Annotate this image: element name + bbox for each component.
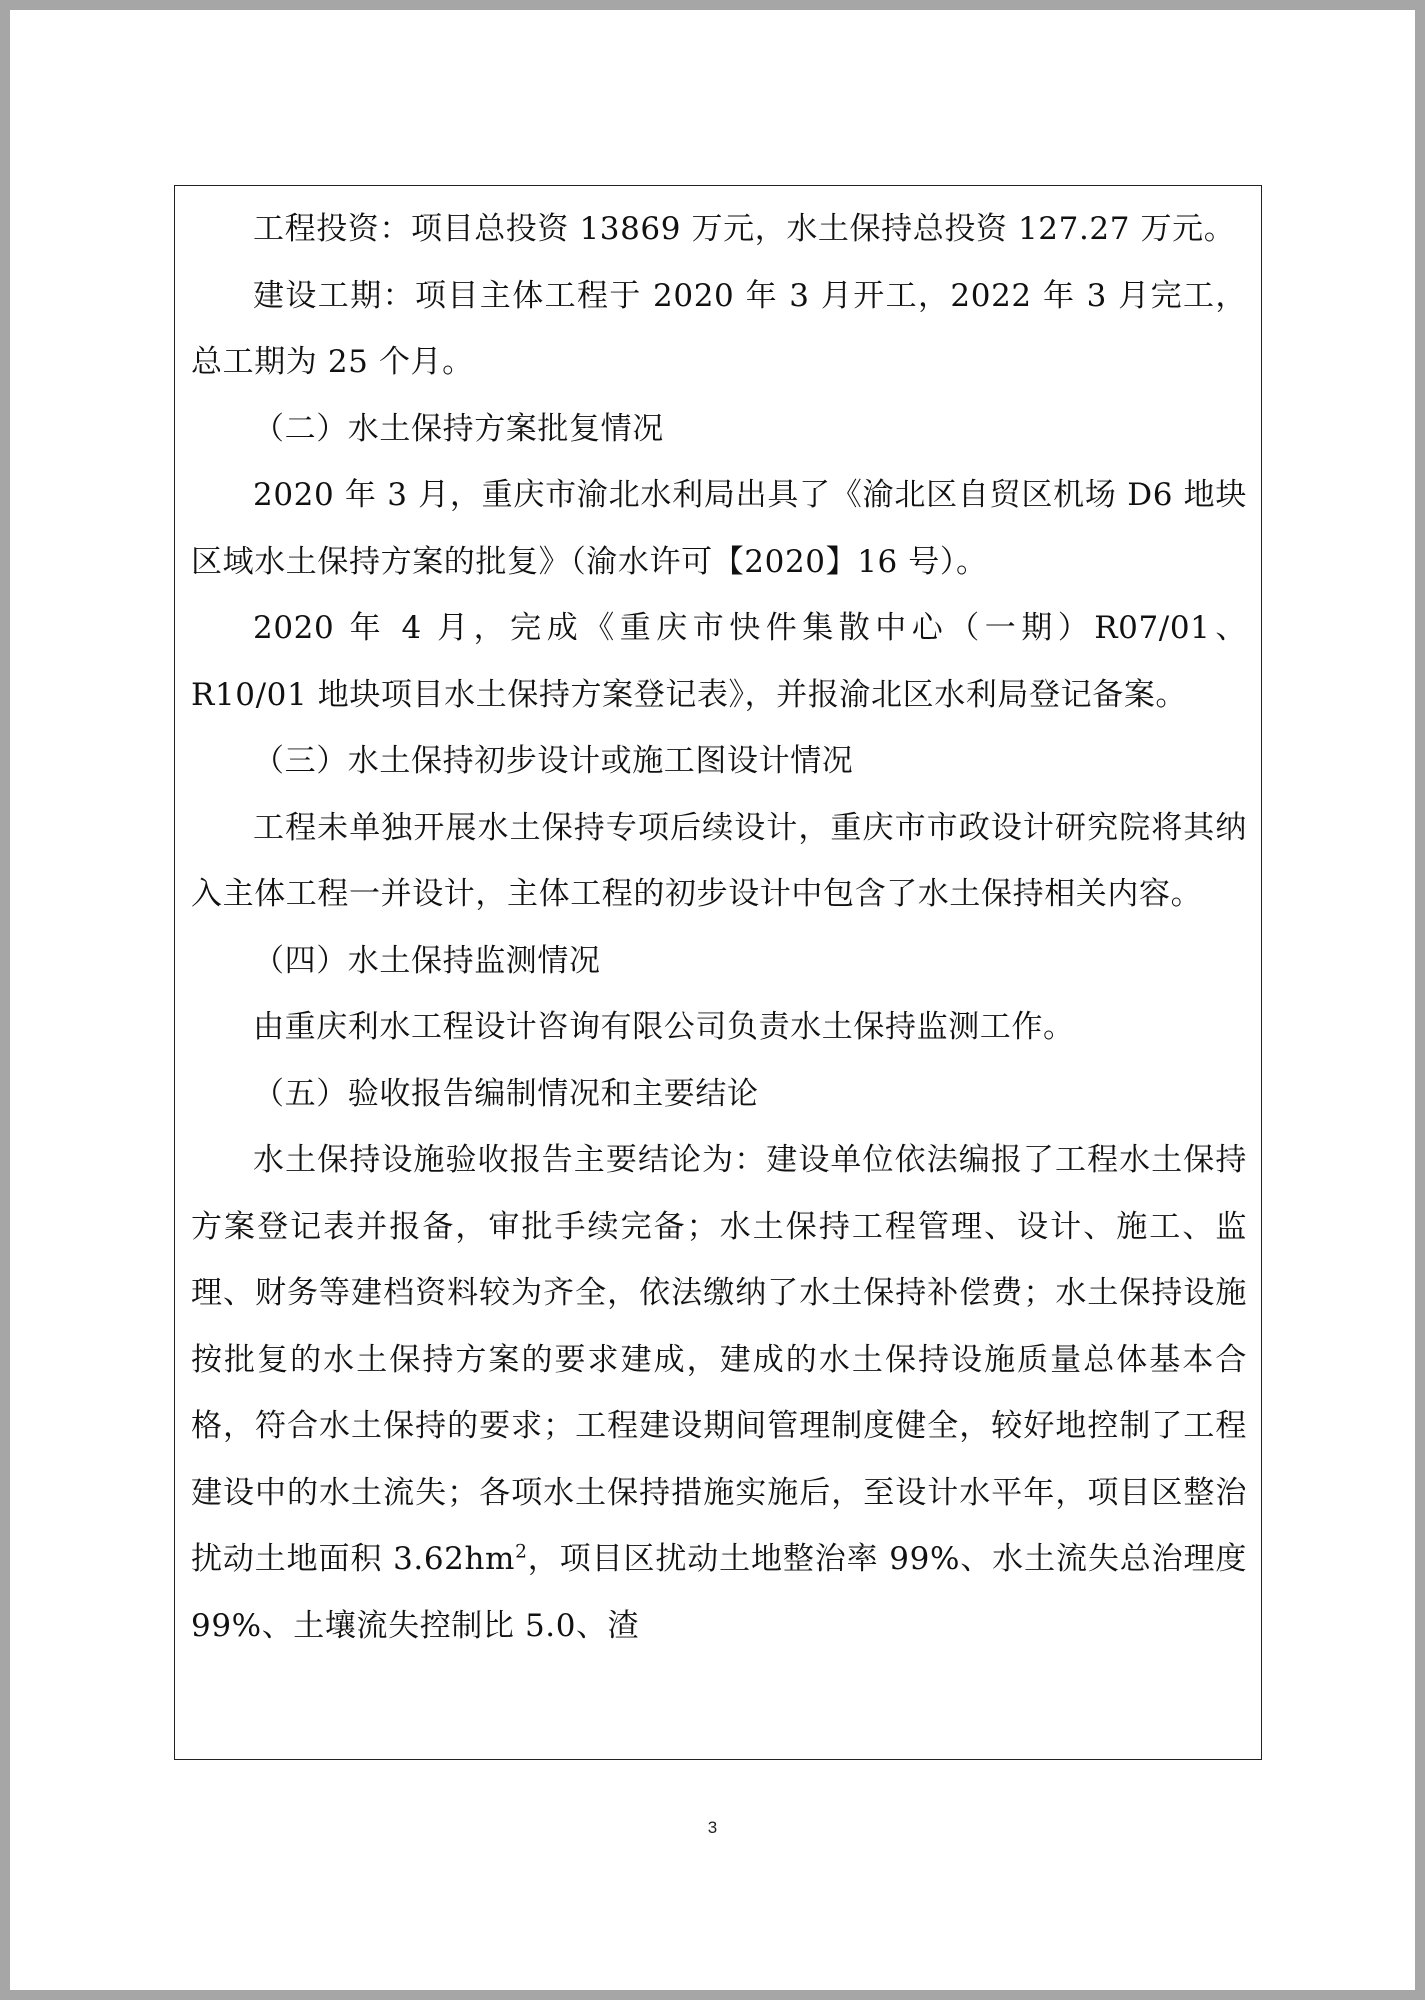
paragraph-investment: 工程投资：项目总投资 13869 万元，水土保持总投资 127.27 万元。 bbox=[253, 211, 1236, 247]
area-unit-superscript: 2 bbox=[515, 1541, 528, 1563]
paragraph-registration: 2020 年 4 月，完成《重庆市快件集散中心（一期）R07/01、R10/01 地块项目水土保持方案登记表》，并报渝北区水利局登记备案。 bbox=[191, 610, 1247, 713]
conclusion-text-part-2: ，项目区扰动土地整治率 99%、水土流失总治理度 99%、土壤流失控制比 5.0、渣 bbox=[191, 1541, 1247, 1644]
document-page bbox=[10, 10, 1415, 1990]
section-heading-approval: （二）水土保持方案批复情况 bbox=[253, 410, 664, 447]
paragraph-schedule: 建设工期：项目主体工程于 2020 年 3 月开工，2022 年 3 月完工，总工期为 25 个月。 bbox=[191, 277, 1247, 380]
page-number: 3 bbox=[707, 1818, 718, 1837]
body-text bbox=[191, 196, 1247, 1659]
conclusion-text-part-1: 水土保持设施验收报告主要结论为：建设单位依法编报了工程水土保持方案登记表并报备，审批手续完备；水土保持工程管理、设计、施工、监理、财务等建档资料较为齐全，依法缴纳了水土保持补偿费；水土保持设施按批复的水土保持方案的要求建成，建成的水土保持设施质量总体基本合格，符合水土保持的要求；工程建设期间管理制度健全，较好地控制了工程建设中的水土流失；各项水土保持措施实施后，至设计水平年，项目区整治扰动土地面积 3.62hm bbox=[191, 1142, 1247, 1577]
paragraph-approval-reply: 2020 年 3 月，重庆市渝北水利局出具了《渝北区自贸区机场 D6 地块区域水土保持方案的批复》（渝水许可【2020】16 号）。 bbox=[191, 477, 1247, 580]
content-frame bbox=[174, 185, 1262, 1760]
section-heading-monitoring: （四）水土保持监测情况 bbox=[253, 942, 601, 979]
paragraph-monitoring: 由重庆利水工程设计咨询有限公司负责水土保持监测工作。 bbox=[253, 1009, 1075, 1045]
paragraph-conclusion bbox=[191, 1127, 1247, 1659]
section-heading-design: （三）水土保持初步设计或施工图设计情况 bbox=[253, 743, 854, 779]
paragraph-design: 工程未单独开展水土保持专项后续设计，重庆市市政设计研究院将其纳入主体工程一并设计，主体工程的初步设计中包含了水土保持相关内容。 bbox=[191, 809, 1247, 912]
section-heading-conclusion: （五）验收报告编制情况和主要结论 bbox=[253, 1075, 759, 1112]
